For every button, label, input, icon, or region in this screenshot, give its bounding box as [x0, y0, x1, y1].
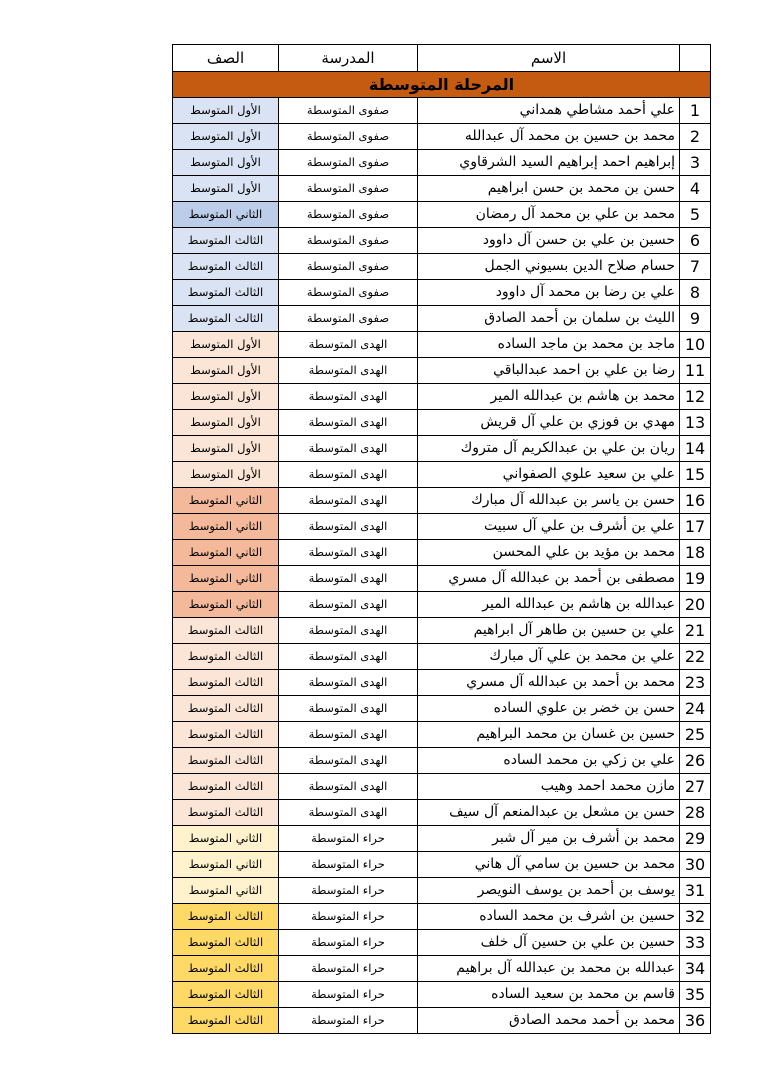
number-cell: 16	[680, 488, 711, 514]
section-title: المرحلة المتوسطة	[173, 72, 711, 98]
name-cell: الليث بن سلمان بن أحمد الصادق	[418, 306, 680, 332]
table-row	[173, 774, 711, 800]
grade-cell: الثالث المتوسط	[173, 254, 279, 280]
grade-cell: الثالث المتوسط	[173, 696, 279, 722]
number-cell: 13	[680, 410, 711, 436]
students-table	[172, 44, 711, 1034]
table-row	[173, 956, 711, 982]
school-cell: الهدى المتوسطة	[279, 462, 418, 488]
grade-cell: الثاني المتوسط	[173, 852, 279, 878]
header-grade: الصف	[173, 45, 279, 72]
name-cell: حسن بن محمد بن حسن ابراهيم	[418, 176, 680, 202]
grade-cell: الثالث المتوسط	[173, 618, 279, 644]
school-cell: صفوى المتوسطة	[279, 306, 418, 332]
number-cell: 9	[680, 306, 711, 332]
name-cell: علي بن محمد بن علي آل مبارك	[418, 644, 680, 670]
table-row	[173, 644, 711, 670]
school-cell: الهدى المتوسطة	[279, 514, 418, 540]
table-row	[173, 98, 711, 124]
number-cell: 3	[680, 150, 711, 176]
name-cell: محمد بن أحمد بن عبدالله آل مسري	[418, 670, 680, 696]
school-cell: صفوى المتوسطة	[279, 176, 418, 202]
number-cell: 6	[680, 228, 711, 254]
grade-cell: الثالث المتوسط	[173, 722, 279, 748]
name-cell: عبدالله بن محمد بن عبدالله آل براهيم	[418, 956, 680, 982]
number-cell: 28	[680, 800, 711, 826]
grade-cell: الأول المتوسط	[173, 384, 279, 410]
table-row	[173, 748, 711, 774]
grade-cell: الثالث المتوسط	[173, 306, 279, 332]
school-cell: الهدى المتوسطة	[279, 748, 418, 774]
school-cell: حراء المتوسطة	[279, 1008, 418, 1034]
name-cell: يوسف بن أحمد بن يوسف النويصر	[418, 878, 680, 904]
name-cell: محمد بن أشرف بن مير آل شبر	[418, 826, 680, 852]
grade-cell: الثاني المتوسط	[173, 878, 279, 904]
table-row	[173, 332, 711, 358]
number-cell: 1	[680, 98, 711, 124]
school-cell: صفوى المتوسطة	[279, 280, 418, 306]
number-cell: 20	[680, 592, 711, 618]
grade-cell: الثالث المتوسط	[173, 228, 279, 254]
header-name: الاسم	[418, 45, 680, 72]
school-cell: صفوى المتوسطة	[279, 254, 418, 280]
grade-cell: الثالث المتوسط	[173, 280, 279, 306]
number-cell: 10	[680, 332, 711, 358]
grade-cell: الثاني المتوسط	[173, 514, 279, 540]
school-cell: الهدى المتوسطة	[279, 540, 418, 566]
school-cell: الهدى المتوسطة	[279, 670, 418, 696]
table-row	[173, 878, 711, 904]
table-row	[173, 1008, 711, 1034]
number-cell: 24	[680, 696, 711, 722]
grade-cell: الأول المتوسط	[173, 176, 279, 202]
table-row	[173, 410, 711, 436]
header-number	[680, 45, 711, 72]
school-cell: الهدى المتوسطة	[279, 384, 418, 410]
table-row	[173, 722, 711, 748]
school-cell: الهدى المتوسطة	[279, 618, 418, 644]
name-cell: إبراهيم احمد إبراهيم السيد الشرقاوي	[418, 150, 680, 176]
number-cell: 23	[680, 670, 711, 696]
table-row	[173, 592, 711, 618]
school-cell: الهدى المتوسطة	[279, 592, 418, 618]
name-cell: علي أحمد مشاطي همداني	[418, 98, 680, 124]
grade-cell: الثالث المتوسط	[173, 774, 279, 800]
number-cell: 29	[680, 826, 711, 852]
grade-cell: الأول المتوسط	[173, 332, 279, 358]
grade-cell: الثالث المتوسط	[173, 956, 279, 982]
table-row	[173, 852, 711, 878]
header-school: المدرسة	[279, 45, 418, 72]
grade-cell: الثاني المتوسط	[173, 488, 279, 514]
grade-cell: الثاني المتوسط	[173, 592, 279, 618]
school-cell: صفوى المتوسطة	[279, 124, 418, 150]
school-cell: الهدى المتوسطة	[279, 774, 418, 800]
school-cell: الهدى المتوسطة	[279, 696, 418, 722]
table-row	[173, 150, 711, 176]
header-row	[173, 45, 711, 72]
name-cell: علي بن سعيد علوي الصفواني	[418, 462, 680, 488]
number-cell: 34	[680, 956, 711, 982]
number-cell: 33	[680, 930, 711, 956]
table-row	[173, 618, 711, 644]
name-cell: محمد بن هاشم بن عبدالله المير	[418, 384, 680, 410]
name-cell: رضا بن علي بن احمد عبدالباقي	[418, 358, 680, 384]
name-cell: محمد بن مؤيد بن علي المحسن	[418, 540, 680, 566]
number-cell: 18	[680, 540, 711, 566]
school-cell: الهدى المتوسطة	[279, 488, 418, 514]
school-cell: حراء المتوسطة	[279, 982, 418, 1008]
grade-cell: الأول المتوسط	[173, 98, 279, 124]
school-cell: الهدى المتوسطة	[279, 332, 418, 358]
grade-cell: الأول المتوسط	[173, 410, 279, 436]
school-cell: الهدى المتوسطة	[279, 566, 418, 592]
table-row	[173, 436, 711, 462]
school-cell: الهدى المتوسطة	[279, 358, 418, 384]
table-row	[173, 670, 711, 696]
grade-cell: الثاني المتوسط	[173, 826, 279, 852]
table-row	[173, 306, 711, 332]
table-row	[173, 566, 711, 592]
grade-cell: الثالث المتوسط	[173, 1008, 279, 1034]
number-cell: 21	[680, 618, 711, 644]
name-cell: محمد بن حسين بن سامي آل هاني	[418, 852, 680, 878]
school-cell: حراء المتوسطة	[279, 826, 418, 852]
school-cell: صفوى المتوسطة	[279, 150, 418, 176]
name-cell: محمد بن أحمد محمد الصادق	[418, 1008, 680, 1034]
number-cell: 5	[680, 202, 711, 228]
number-cell: 12	[680, 384, 711, 410]
name-cell: عبدالله بن هاشم بن عبدالله المير	[418, 592, 680, 618]
grade-cell: الثاني المتوسط	[173, 540, 279, 566]
grade-cell: الثالث المتوسط	[173, 904, 279, 930]
table-row	[173, 514, 711, 540]
number-cell: 26	[680, 748, 711, 774]
name-cell: حسام صلاح الدين بسيوني الجمل	[418, 254, 680, 280]
number-cell: 32	[680, 904, 711, 930]
number-cell: 31	[680, 878, 711, 904]
school-cell: حراء المتوسطة	[279, 852, 418, 878]
name-cell: مصطفى بن أحمد بن عبدالله آل مسري	[418, 566, 680, 592]
table-row	[173, 826, 711, 852]
grade-cell: الأول المتوسط	[173, 358, 279, 384]
school-cell: الهدى المتوسطة	[279, 722, 418, 748]
grade-cell: الأول المتوسط	[173, 436, 279, 462]
name-cell: حسين بن علي بن حسن آل داوود	[418, 228, 680, 254]
school-cell: صفوى المتوسطة	[279, 98, 418, 124]
table-row	[173, 228, 711, 254]
grade-cell: الثالث المتوسط	[173, 644, 279, 670]
name-cell: علي بن حسين بن طاهر آل ابراهيم	[418, 618, 680, 644]
number-cell: 15	[680, 462, 711, 488]
name-cell: مهدي بن فوزي بن علي آل قريش	[418, 410, 680, 436]
grade-cell: الأول المتوسط	[173, 462, 279, 488]
name-cell: محمد بن حسين بن محمد آل عبدالله	[418, 124, 680, 150]
school-cell: الهدى المتوسطة	[279, 644, 418, 670]
school-cell: حراء المتوسطة	[279, 878, 418, 904]
table-row	[173, 696, 711, 722]
grade-cell: الثالث المتوسط	[173, 670, 279, 696]
number-cell: 2	[680, 124, 711, 150]
grade-cell: الثالث المتوسط	[173, 930, 279, 956]
table-row	[173, 280, 711, 306]
name-cell: حسن بن مشعل بن عبدالمنعم آل سيف	[418, 800, 680, 826]
name-cell: علي بن رضا بن محمد آل داوود	[418, 280, 680, 306]
name-cell: حسن بن خضر بن علوي الساده	[418, 696, 680, 722]
table-row	[173, 904, 711, 930]
students-table-body	[173, 45, 711, 1034]
name-cell: ريان بن علي بن عبدالكريم آل متروك	[418, 436, 680, 462]
grade-cell: الأول المتوسط	[173, 124, 279, 150]
number-cell: 11	[680, 358, 711, 384]
table-row	[173, 488, 711, 514]
school-cell: الهدى المتوسطة	[279, 800, 418, 826]
section-row	[173, 72, 711, 98]
grade-cell: الثالث المتوسط	[173, 800, 279, 826]
school-cell: الهدى المتوسطة	[279, 410, 418, 436]
grade-cell: الثالث المتوسط	[173, 982, 279, 1008]
table-row	[173, 800, 711, 826]
grade-cell: الثاني المتوسط	[173, 566, 279, 592]
table-row	[173, 124, 711, 150]
grade-cell: الأول المتوسط	[173, 150, 279, 176]
name-cell: مازن محمد احمد وهيب	[418, 774, 680, 800]
table-row	[173, 930, 711, 956]
table-row	[173, 254, 711, 280]
table-row	[173, 540, 711, 566]
name-cell: حسين بن اشرف بن محمد الساده	[418, 904, 680, 930]
number-cell: 14	[680, 436, 711, 462]
name-cell: قاسم بن محمد بن سعيد الساده	[418, 982, 680, 1008]
number-cell: 17	[680, 514, 711, 540]
number-cell: 35	[680, 982, 711, 1008]
name-cell: محمد بن علي بن محمد آل رمضان	[418, 202, 680, 228]
number-cell: 8	[680, 280, 711, 306]
number-cell: 25	[680, 722, 711, 748]
number-cell: 27	[680, 774, 711, 800]
school-cell: صفوى المتوسطة	[279, 228, 418, 254]
school-cell: الهدى المتوسطة	[279, 436, 418, 462]
name-cell: حسن بن ياسر بن عبدالله آل مبارك	[418, 488, 680, 514]
name-cell: حسين بن علي بن حسين آل خلف	[418, 930, 680, 956]
number-cell: 22	[680, 644, 711, 670]
school-cell: حراء المتوسطة	[279, 956, 418, 982]
number-cell: 36	[680, 1008, 711, 1034]
table-row	[173, 982, 711, 1008]
table-row	[173, 384, 711, 410]
school-cell: صفوى المتوسطة	[279, 202, 418, 228]
table-row	[173, 202, 711, 228]
number-cell: 30	[680, 852, 711, 878]
name-cell: علي بن زكي بن محمد الساده	[418, 748, 680, 774]
number-cell: 7	[680, 254, 711, 280]
name-cell: ماجد بن محمد بن ماجد الساده	[418, 332, 680, 358]
name-cell: علي بن أشرف بن علي آل سبيت	[418, 514, 680, 540]
table-row	[173, 176, 711, 202]
table-row	[173, 358, 711, 384]
grade-cell: الثالث المتوسط	[173, 748, 279, 774]
school-cell: حراء المتوسطة	[279, 904, 418, 930]
grade-cell: الثاني المتوسط	[173, 202, 279, 228]
table-row	[173, 462, 711, 488]
number-cell: 4	[680, 176, 711, 202]
number-cell: 19	[680, 566, 711, 592]
school-cell: حراء المتوسطة	[279, 930, 418, 956]
name-cell: حسين بن غسان بن محمد البراهيم	[418, 722, 680, 748]
